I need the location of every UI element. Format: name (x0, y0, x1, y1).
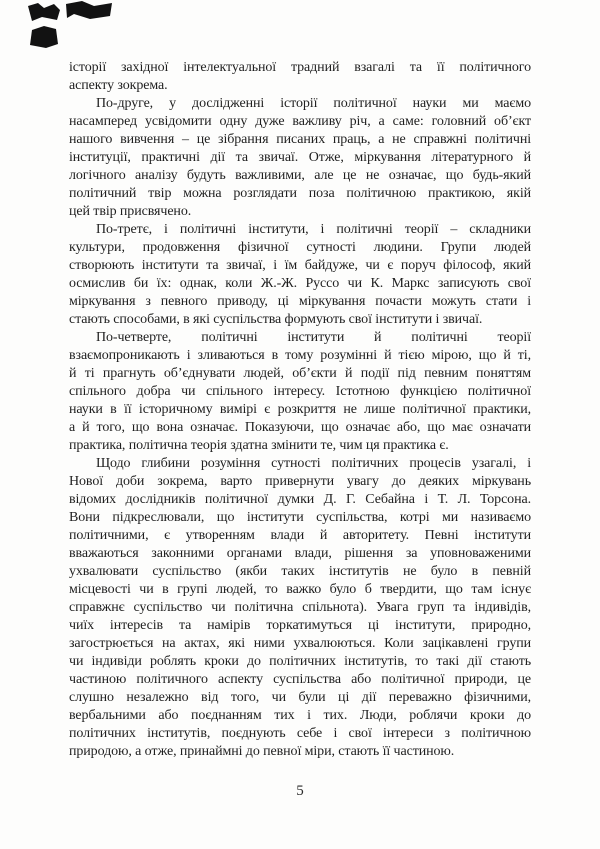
text-line: стають способами, в які суспільства формують свої інститути і звичаї. (69, 312, 483, 327)
text-line: частиною політичного аспекту суспільства або політичної природи, це (69, 672, 531, 687)
text-line: спільного добра чи спільного інтересу. Істотною функцією політичної (69, 384, 531, 399)
scan-artifact-marks-icon (24, 0, 116, 52)
text-line: По-друге, у дослідженні історії політичної науки ми маємо (96, 96, 531, 111)
text-line: насамперед усвідомити одну дуже важливу річ, а саме: головний об’єкт (69, 114, 531, 129)
text-line: політичних інститутів, поєднують себе і свої інтереси з політичною (69, 726, 531, 741)
text-line: Нової доби зокрема, варто привернути увагу до деяких міркувань (69, 474, 531, 489)
text-line: слушно незалежно від того, чи були ці дії переважно фізичними, (69, 690, 531, 705)
text-line: відомих дослідників політичної думки Д. Г. Себайна і Т. Л. Торсона. (69, 492, 531, 507)
text-line: науки в її історичному вимірі є розкриття не лише політичної практики, (69, 402, 531, 417)
text-line: По-четверте, політичні інститути й політичні теорії (96, 330, 531, 345)
text-line: чиїх інтересів та намірів торкатимуться ці інститути, природно, (69, 618, 531, 633)
text-line: культури, продовження фізичної сутності людини. Групи людей (69, 240, 531, 255)
text-line: природою, а отже, принаймні до певної міри, стають її частиною. (69, 744, 455, 759)
text-line: ухвалювати суспільство (якби таких інститутів не було в певній (69, 564, 531, 579)
text-line: осмислив би їх: однак, коли Ж.-Ж. Руссо чи К. Маркс записують свої (69, 276, 531, 291)
text-line: чи індивіди роблять кроки до політичних інститутів, то такі дії стають (69, 654, 531, 669)
text-line: міркування з певного приводу, ці міркування почасти можуть стати і (69, 294, 531, 309)
text-line: логічного аналізу будуть важливими, але це не означає, що будь-який (69, 168, 531, 183)
text-line: Щодо глибини розуміння сутності політичних процесів узагалі, і (96, 456, 531, 471)
text-line: По-третє, і політичні інститути, і політичні теорії – складники (96, 222, 531, 237)
text-line: аспекту зокрема. (69, 78, 168, 93)
text-line: історії західної інтелектуальної традний взагалі та її політичного (69, 60, 531, 75)
text-block (69, 59, 531, 761)
text-line: політичний твір можна розглядати поза політичною практикою, якій (69, 186, 531, 201)
text-line: практика, політична теорія здатна змінити те, чим ця практика є. (69, 438, 449, 453)
text-line: створюють інститути та звичаї, і їм байдуже, чи є поруч філософ, який (69, 258, 531, 273)
text-line: цей твір присвячено. (69, 204, 192, 219)
text-line: справжнє суспільство чи політична спільнота). Увага груп та індивідів, (69, 600, 531, 615)
text-line: політичними, є утворенням влади й авторитету. Певні інститути (69, 528, 531, 543)
text-line: вважаються законними органами влади, рішення за уповноваженими (69, 546, 531, 561)
page-number: 5 (296, 783, 304, 799)
text-line: загострюється на актах, які ними ухвалюються. Коли зацікавлені групи (69, 636, 531, 651)
text-line: нашого вивчення – це зібрання писаних праць, а не справжні політичні (69, 132, 531, 147)
text-line: вербальними або поєднанням тих і тих. Люди, роблячи кроки до (69, 708, 531, 723)
text-line: а й того, що вона означає. Показуючи, що означає або, що має означати (69, 420, 531, 435)
text-line: Вони підкреслювали, що інститути суспільства, котрі ми називаємо (69, 510, 531, 525)
text-line: взаємопроникають і зливаються в тому розумінні й тією мірою, що й ті, (69, 348, 531, 363)
text-line: місцевості чи в групі людей, то важко було б твердити, що там існує (69, 582, 531, 597)
text-line: інституції, практичні дії та звичаї. Отже, міркування літературного й (69, 150, 531, 165)
text-line: й ті прагнуть об’єднувати людей, об’єкти й події під певним поняттям (69, 366, 531, 381)
